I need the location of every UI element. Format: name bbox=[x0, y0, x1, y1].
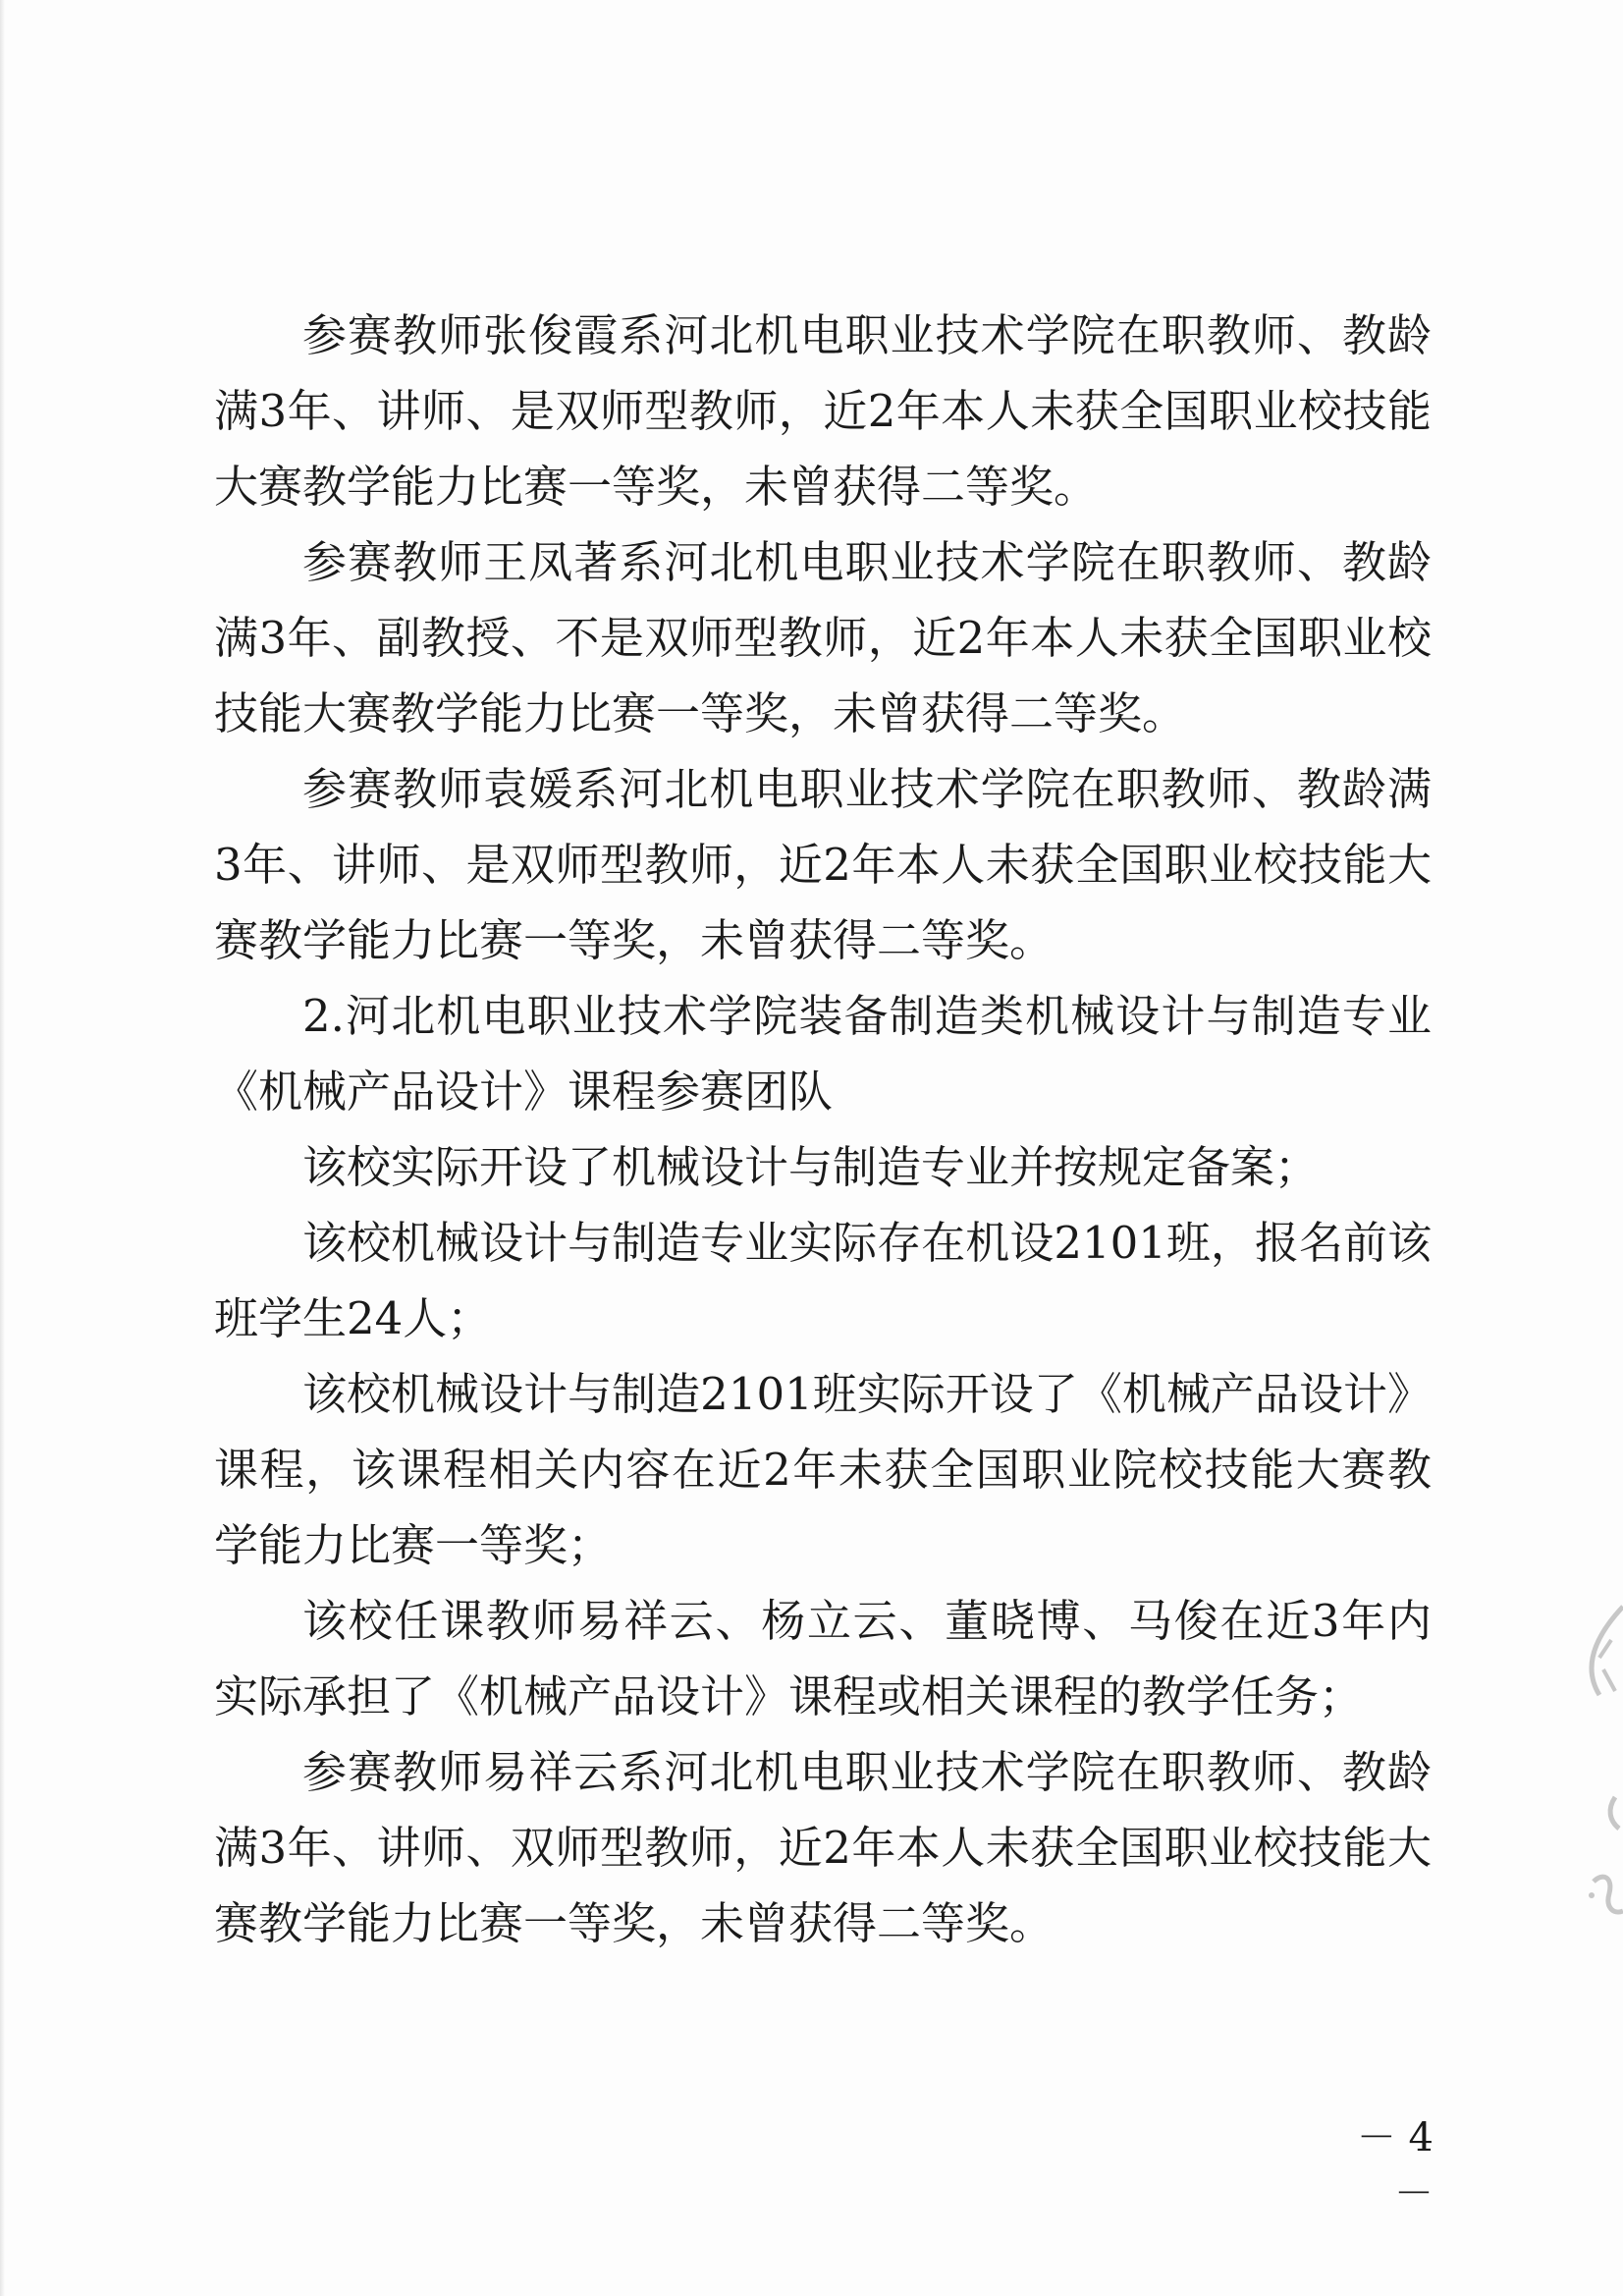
page-number: － 4 － bbox=[1356, 2115, 1434, 2216]
seal-stamp-fragment bbox=[1554, 1601, 1623, 1954]
paragraph: 该校机械设计与制造专业实际存在机设2101班，报名前该班学生24人； bbox=[214, 1217, 1432, 1344]
paragraph: 该校实际开设了机械设计与制造专业并按规定备案； bbox=[302, 1141, 1320, 1193]
paragraph: 参赛教师张俊霞系河北机电职业技术学院在职教师、教龄满3年、讲师、是双师型教师，近2年本人未获全国职业校技能大赛教学能力比赛一等奖，未曾获得二等奖。 bbox=[214, 309, 1432, 513]
document-body bbox=[214, 298, 1432, 1961]
paragraph: 该校任课教师易祥云、杨立云、董晓博、马俊在近3年内实际承担了《机械产品设计》课程或相关课程的教学任务； bbox=[214, 1595, 1432, 1722]
paragraph: 参赛教师王凤著系河北机电职业技术学院在职教师、教龄满3年、副教授、不是双师型教师，近2年本人未获全国职业校技能大赛教学能力比赛一等奖，未曾获得二等奖。 bbox=[214, 536, 1432, 739]
scan-edge-shadow bbox=[0, 0, 5, 2296]
section-heading: 2.河北机电职业技术学院装备制造类机械设计与制造专业《机械产品设计》课程参赛团队 bbox=[214, 990, 1432, 1118]
paragraph: 参赛教师易祥云系河北机电职业技术学院在职教师、教龄满3年、讲师、双师型教师，近2年本人未获全国职业校技能大赛教学能力比赛一等奖，未曾获得二等奖。 bbox=[214, 1746, 1432, 1949]
paragraph: 参赛教师袁媛系河北机电职业技术学院在职教师、教龄满3年、讲师、是双师型教师，近2年本人未获全国职业校技能大赛教学能力比赛一等奖，未曾获得二等奖。 bbox=[214, 763, 1432, 966]
paragraph: 该校机械设计与制造2101班实际开设了《机械产品设计》课程，该课程相关内容在近2年未获全国职业院校技能大赛教学能力比赛一等奖； bbox=[214, 1368, 1432, 1571]
